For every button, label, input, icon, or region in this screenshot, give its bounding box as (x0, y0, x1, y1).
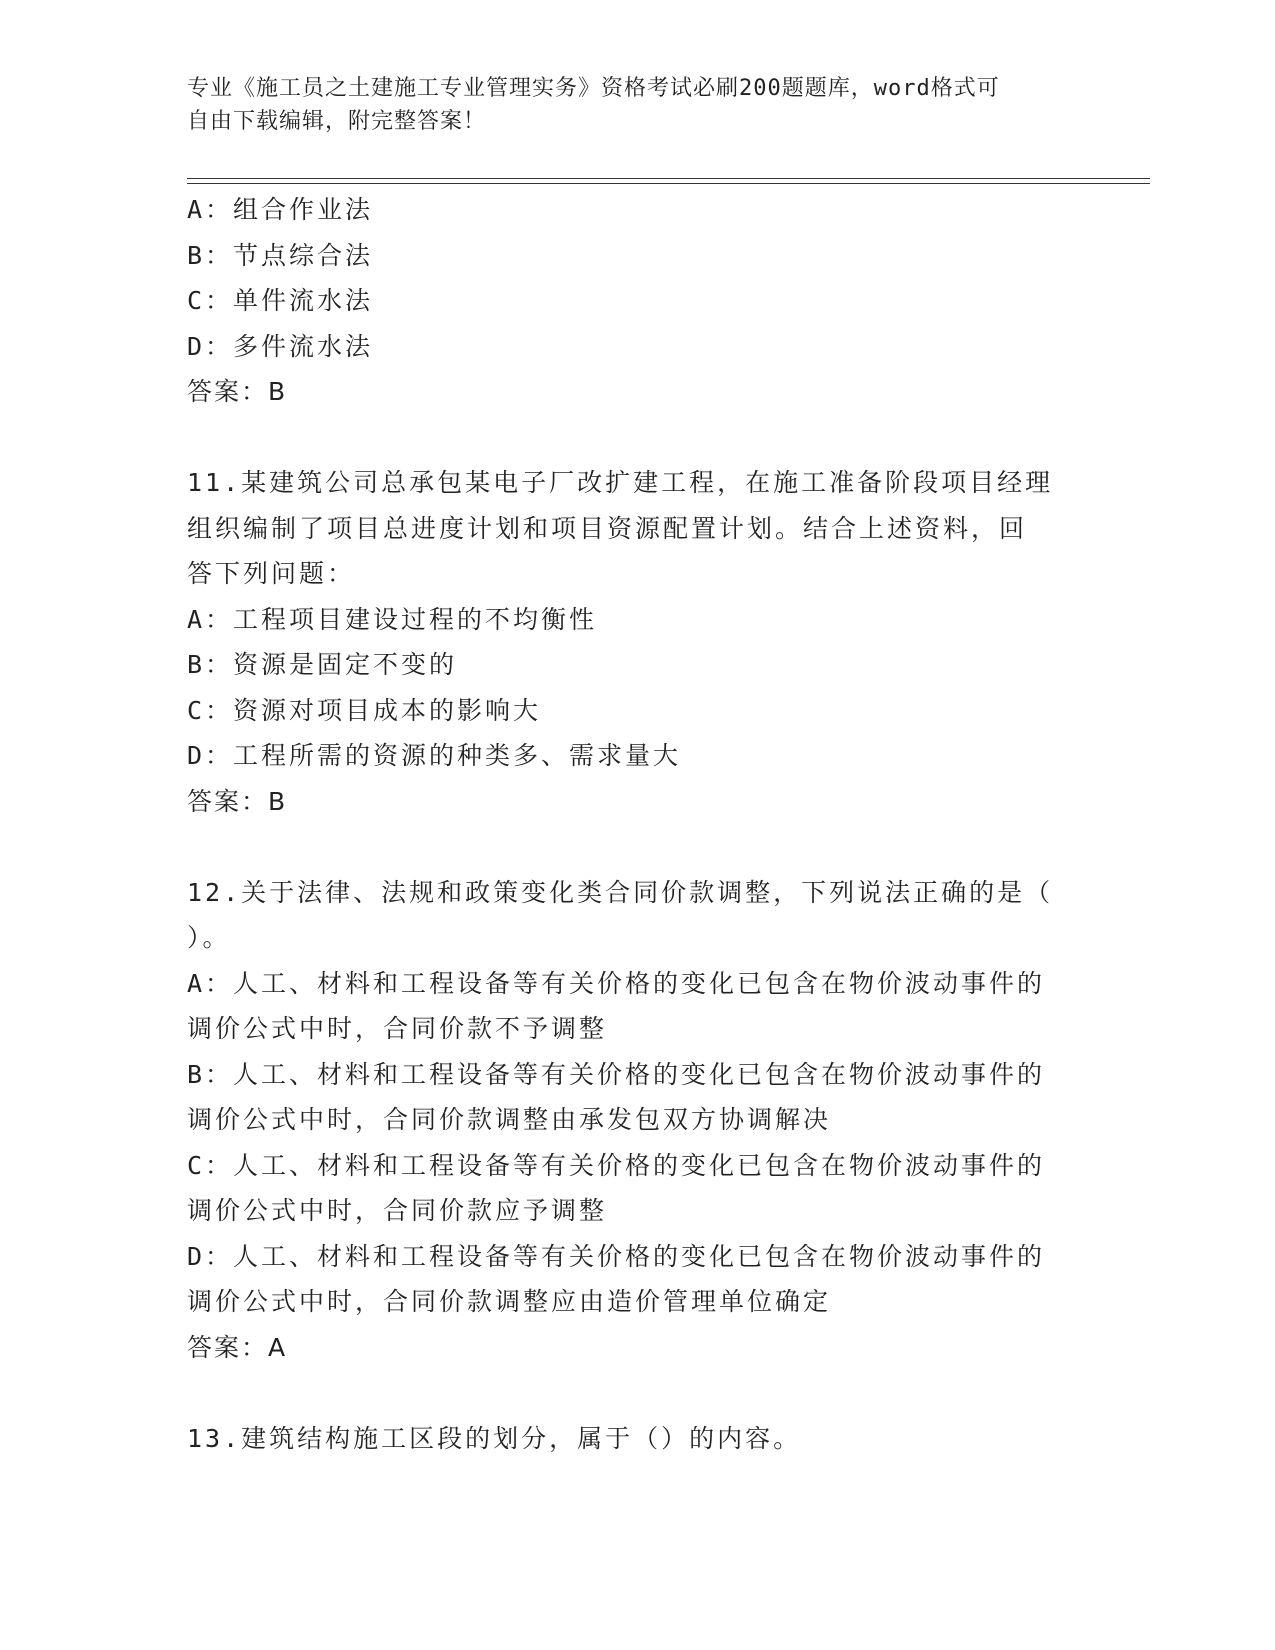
q12-stem-line-2: ）。 (187, 923, 231, 952)
q11-option-d: D：工程所需的资源的种类多、需求量大 (187, 741, 682, 770)
q12-option-a-line-1: A：人工、材料和工程设备等有关价格的变化已包含在物价波动事件的 (187, 968, 1046, 998)
document-header (187, 72, 1067, 138)
question-13 (187, 1416, 1077, 1462)
q11-option-b: B：资源是固定不变的 (187, 650, 458, 679)
header-divider-top (187, 178, 1150, 179)
header-title-line-2: 自由下载编辑，附完整答案！ (187, 109, 487, 134)
q11-option-a: A：工程项目建设过程的不均衡性 (187, 604, 598, 634)
q12-stem-line-1: 12.关于法律、法规和政策变化类合同价款调整，下列说法正确的是（ (187, 877, 1054, 907)
q10-option-c: C：单件流水法 (187, 286, 374, 315)
header-title-line-1: 专业《施工员之土建施工专业管理实务》资格考试必刷200题题库，word格式可 (187, 76, 1000, 101)
question-12 (187, 870, 1077, 1371)
q13-stem-line-1: 13.建筑结构施工区段的划分，属于（）的内容。 (187, 1423, 802, 1453)
q12-option-d-line-1: D：人工、材料和工程设备等有关价格的变化已包含在物价波动事件的 (187, 1241, 1046, 1271)
q10-answer: 答案：B (187, 377, 288, 406)
q11-answer: 答案：B (187, 786, 288, 816)
q11-option-c: C：资源对项目成本的影响大 (187, 695, 542, 725)
q11-stem-line-3: 答下列问题： (187, 559, 356, 588)
q11-stem-line-2: 组织编制了项目总进度计划和项目资源配置计划。结合上述资料，回 (187, 513, 1028, 543)
header-divider-bottom (187, 183, 1150, 184)
q12-option-b-line-1: B：人工、材料和工程设备等有关价格的变化已包含在物价波动事件的 (187, 1059, 1046, 1089)
question-list (187, 187, 1077, 1461)
question-10 (187, 187, 1077, 415)
q12-option-a-line-2: 调价公式中时，合同价款不予调整 (187, 1014, 608, 1043)
q10-option-a: A：组合作业法 (187, 195, 374, 224)
q12-option-b-line-2: 调价公式中时，合同价款调整由承发包双方协调解决 (187, 1105, 832, 1134)
q12-option-c-line-2: 调价公式中时，合同价款应予调整 (187, 1196, 608, 1225)
q11-stem-line-1: 11.某建筑公司总承包某电子厂改扩建工程，在施工准备阶段项目经理 (187, 468, 1054, 497)
question-11 (187, 460, 1077, 824)
q10-option-d: D：多件流水法 (187, 331, 374, 361)
q10-option-b: B：节点综合法 (187, 240, 374, 270)
q12-option-c-line-1: C：人工、材料和工程设备等有关价格的变化已包含在物价波动事件的 (187, 1150, 1046, 1180)
q12-answer: 答案：A (187, 1332, 288, 1362)
q12-option-d-line-2: 调价公式中时，合同价款调整应由造价管理单位确定 (187, 1287, 832, 1316)
